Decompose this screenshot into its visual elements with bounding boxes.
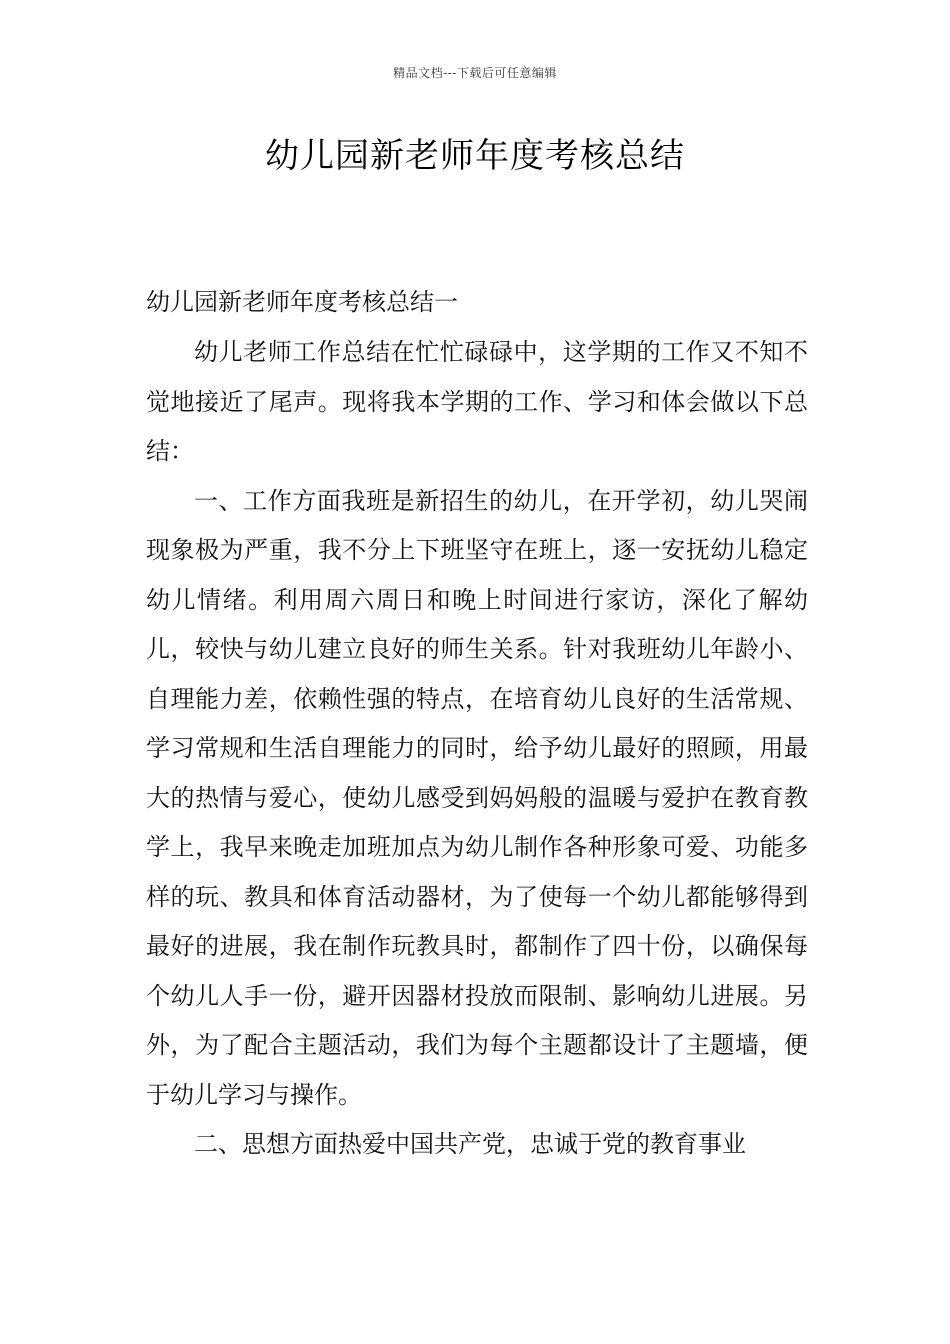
paragraph-work: 一、工作方面我班是新招生的幼儿，在开学初，幼儿哭闹现象极为严重，我不分上下班坚守在班上，逐一安抚幼儿稳定幼儿情绪。利用周六周日和晚上时间进行家访，深化了解幼儿，较快与幼儿建立良好的师生关系。针对我班幼儿年龄小、自理能力差，依赖性强的特点，在培育幼儿良好的生活常规、学习常规和生活自理能力的同时，给予幼儿最好的照顾，用最大的热情与爱心，使幼儿感受到妈妈般的温暖与爱护在教育教学上，我早来晚走加班加点为幼儿制作各种形象可爱、功能多样的玩、教具和体育活动器材，为了使每一个幼儿都能够得到最好的进展，我在制作玩教具时，都制作了四十份，以确保每个幼儿人手一份，避开因器材投放而限制、影响幼儿进展。另外，为了配合主题活动，我们为每个主题都设计了主题墙，便于幼儿学习与操作。 — [146, 486, 808, 1109]
paragraph-thought: 二、思想方面热爱中国共产党，忠诚于党的教育事业 — [194, 1130, 746, 1158]
paragraph-intro: 幼儿老师工作总结在忙忙碌碌中，这学期的工作又不知不觉地接近了尾声。现将我本学期的工作、学习和体会做以下总结： — [146, 338, 808, 465]
section-heading: 幼儿园新老师年度考核总结一 — [146, 288, 458, 316]
header-note: 精品文档---下载后可任意编辑 — [393, 66, 557, 80]
document-title: 幼儿园新老师年度考核总结 — [265, 136, 685, 176]
document-body — [146, 278, 808, 1170]
